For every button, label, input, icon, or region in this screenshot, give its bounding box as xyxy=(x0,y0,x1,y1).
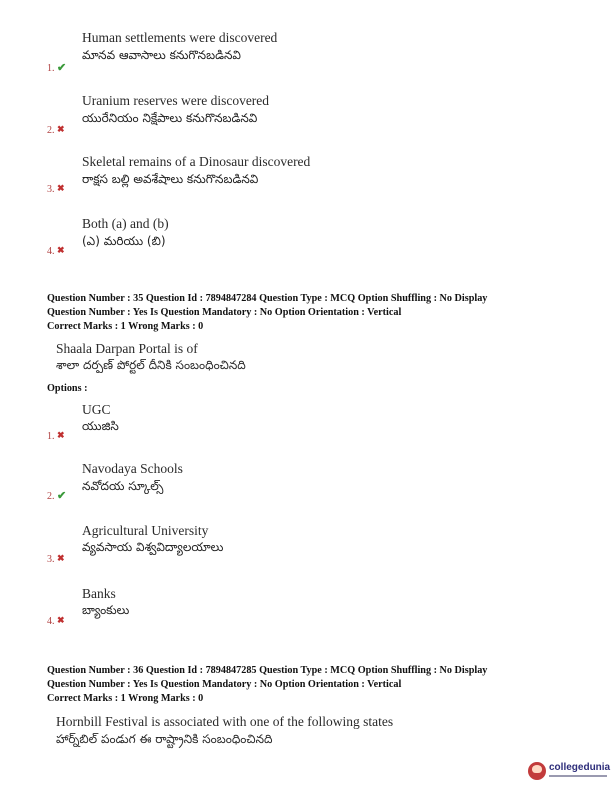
q36-question-text-en: Hornbill Festival is associated with one of the following states xyxy=(56,714,394,729)
q35-options-label: Options : xyxy=(47,383,88,394)
option-text-te: యురేనియం నిక్షేపాలు కనుగొనబడినవి xyxy=(82,111,258,125)
wrong-cross-icon: ✖ xyxy=(57,183,65,193)
option-number: 2. xyxy=(47,125,55,136)
q35-meta-line-1: Question Number : 35 Question Id : 7894847284 Question Type : MCQ Option Shuffling : No Display xyxy=(47,293,488,304)
option-text-en: Banks xyxy=(82,586,116,601)
option-number: 1. xyxy=(47,431,55,442)
q35-question-text-te: శాలా దర్పణ్ పోర్టల్ దీనికి సంబంధించినది xyxy=(56,358,246,372)
wrong-cross-icon: ✖ xyxy=(57,430,65,440)
q36-meta-line-2: Question Number : Yes Is Question Mandatory : No Option Orientation : Vertical xyxy=(47,679,402,690)
option-text-en: Uranium reserves were discovered xyxy=(82,93,270,108)
q35-meta-line-2: Question Number : Yes Is Question Mandatory : No Option Orientation : Vertical xyxy=(47,307,402,318)
q35-marks: Correct Marks : 1 Wrong Marks : 0 xyxy=(47,321,204,332)
logo-wordmark: collegedunia xyxy=(549,762,611,773)
correct-check-icon: ✔ xyxy=(57,62,67,74)
option-text-en: Both (a) and (b) xyxy=(82,216,169,231)
wrong-cross-icon: ✖ xyxy=(57,124,65,134)
option-text-te: మానవ ఆవాసాలు కనుగొనబడినవి xyxy=(82,48,241,62)
option-text-te: రాక్షస బల్లి అవశేషాలు కనుగొనబడినవి xyxy=(82,172,259,186)
q36-marks: Correct Marks : 1 Wrong Marks : 0 xyxy=(47,693,204,704)
option-text-en: UGC xyxy=(82,402,111,417)
option-text-en: Skeletal remains of a Dinosaur discovered xyxy=(82,154,311,169)
q36-question-text-te: హార్న్‌బిల్ పండుగ ఈ రాష్ట్రానికి సంబంధించినది xyxy=(56,732,273,746)
option-number: 2. xyxy=(47,491,55,502)
logo-tagline-bar xyxy=(549,775,607,777)
collegedunia-logo xyxy=(528,760,612,788)
option-number: 4. xyxy=(47,246,55,257)
option-text-en: Human settlements were discovered xyxy=(82,30,278,45)
q35-question-text-en: Shaala Darpan Portal is of xyxy=(56,341,198,356)
option-text-te: (ఎ) మరియు (బి) xyxy=(82,234,166,248)
option-number: 3. xyxy=(47,554,55,565)
option-number: 4. xyxy=(47,616,55,627)
option-text-te: యుజిసి xyxy=(82,419,119,433)
option-number: 1. xyxy=(47,63,55,74)
q36-meta-line-1: Question Number : 36 Question Id : 7894847285 Question Type : MCQ Option Shuffling : No Display xyxy=(47,665,488,676)
option-text-te: వ్యవసాయ విశ్వవిద్యాలయాలు xyxy=(82,540,224,554)
correct-check-icon: ✔ xyxy=(57,490,67,502)
option-text-en: Agricultural University xyxy=(82,523,209,538)
wrong-cross-icon: ✖ xyxy=(57,553,65,563)
wrong-cross-icon: ✖ xyxy=(57,615,65,625)
mascot-icon xyxy=(528,762,546,780)
option-number: 3. xyxy=(47,184,55,195)
option-text-te: నవోదయ స్కూల్స్ xyxy=(82,479,164,493)
wrong-cross-icon: ✖ xyxy=(57,245,65,255)
option-text-te: బ్యాంకులు xyxy=(82,603,130,617)
option-text-en: Navodaya Schools xyxy=(82,461,183,476)
